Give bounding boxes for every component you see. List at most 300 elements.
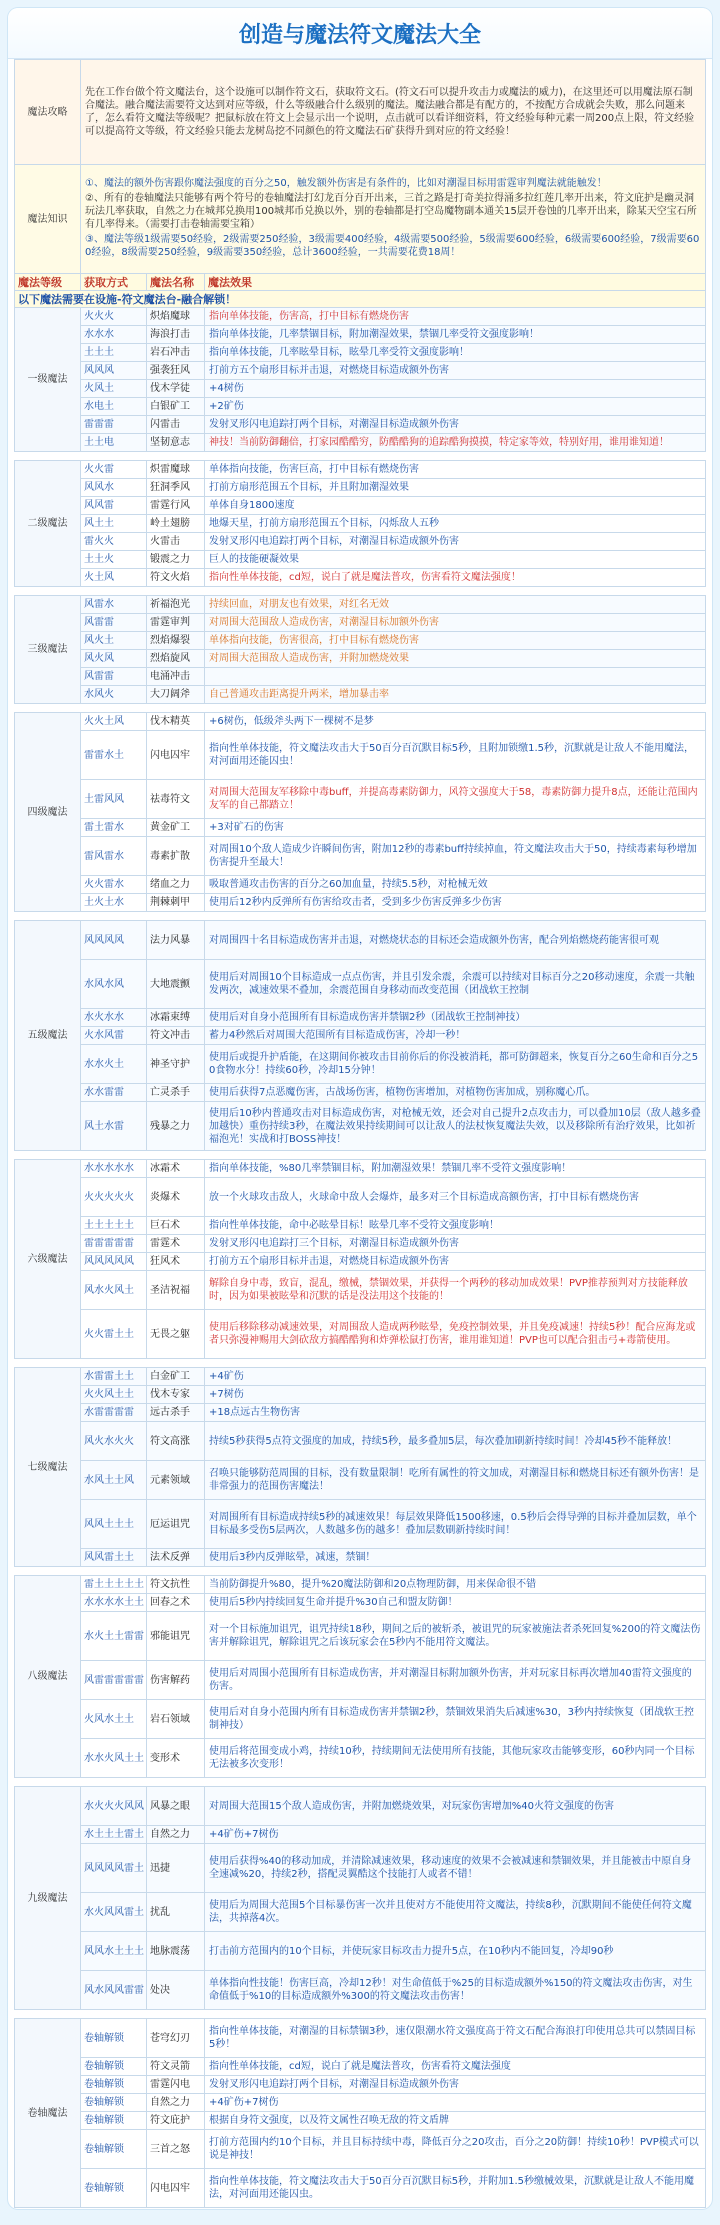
recipe-cell: 水风火 [81,686,147,704]
recipe-cell: 风火水火火 [81,1422,147,1461]
magic-effect [205,668,706,686]
magic-effect: 吸取普通攻击伤害的百分之60加血量，持续5.5秒，对枪械无效 [205,876,706,894]
table-row [15,551,706,569]
magic-effect: 使用后12秒内反弹所有伤害给攻击者，受到多少伤害反弹多少伤害 [205,894,706,912]
page-title: 创造与魔法符文魔法大全 [8,8,712,59]
recipe-cell: 风风雷 [81,497,147,515]
recipe-cell: 风土土 [81,515,147,533]
group-label: 八级魔法 [15,1576,81,1778]
magic-effect: 发射叉形闪电追踪打两个目标，对潮湿目标造成额外伤害 [205,2076,706,2094]
recipe-cell: 土土土土土 [81,1217,147,1235]
table-row [15,2076,706,2094]
magic-name: 祈福泡光 [147,596,205,614]
table-row [15,650,706,668]
recipe-cell: 卷轴解锁 [81,2058,147,2076]
magic-effect: 使用后10秒内普通攻击对目标造成伤害，对枪械无效，还会对自己提升2点攻击力，可以叠加10层（敌人越多叠加越快）重伤持续3秒，在魔法效果持续期间可以让敌人的法杖恢复魔法失效，以及移除所有治疗效果，比如祈福泡光！实战和打BOSS神技！ [205,1102,706,1151]
magic-effect: 使用后或提升护盾能，在这期间你被攻击目前你后的你没被消耗，都可防御超来，恢复百分之60生命和百分之50食物水分！持续60秒，冷却15分钟！ [205,1045,706,1084]
magic-effect: 使用后对周围小范围所有目标造成伤害，并对潮湿目标附加额外伤害，并对玩家目标再次增加40雷符文强度的伤害。 [205,1661,706,1700]
magic-name: 回春之术 [147,1594,205,1612]
spacer-cell [15,452,706,461]
table-row [15,497,706,515]
recipe-cell: 风风雷土土 [81,1549,147,1567]
magic-effect: 单体指向性技能！伤害巨高，冷却12秒！对生命值低于%25的目标造成额外%150的符文魔法攻击伤害，对生命值低于%10的目标造成额外%300的符文魔法攻击伤害！ [205,1971,706,2010]
table-row [15,921,706,960]
magic-effect: 使用后3秒内反弹眩晕，减速，禁锢！ [205,1549,706,1567]
knowledge-row [15,165,706,274]
magic-name: 大地震颤 [147,960,205,1009]
group-label: 三级魔法 [15,596,81,704]
knowledge-item: ①、魔法的额外伤害跟你魔法强度的百分之50，触发额外伤害是有条件的，比如对潮湿目标用雷霆审判魔法就能触发！ [85,178,607,189]
spacer-cell [15,704,706,713]
magic-name: 邪能诅咒 [147,1612,205,1661]
recipe-cell: 水火火火风风 [81,1787,147,1826]
table-row [15,731,706,780]
magic-effect: +7树伤 [205,1386,706,1404]
table-row [15,1612,706,1661]
magic-name: 电涌冲击 [147,668,205,686]
magic-effect: +4树伤 [205,380,706,398]
magic-effect: 召唤只能够防范周围的目标，没有数量限制！吃所有属性的符文加成，对潮湿目标和燃烧目标还有额外伤害！是非常强力的范围伤害魔法！ [205,1461,706,1500]
magic-name: 迅捷 [147,1844,205,1893]
recipe-cell: 火风土 [81,380,147,398]
magic-effect: +4矿伤 [205,1368,706,1386]
table-header [15,274,706,291]
table-row [15,1549,706,1567]
magic-name: 三首之怒 [147,2130,205,2169]
magic-table [14,59,706,2208]
table-row [15,1576,706,1594]
recipe-cell: 水土土土雷土 [81,1826,147,1844]
magic-name: 锻震之力 [147,551,205,569]
magic-name: 狂洞季风 [147,479,205,497]
knowledge-label: 魔法知识 [15,165,81,274]
spacer-cell [15,587,706,596]
magic-effect: 指向单体技能，%80几率禁锢目标，附加潮湿效果！禁锢几率不受符文强度影响！ [205,1160,706,1178]
recipe-cell: 风风风风 [81,921,147,960]
recipe-cell: 水水水水土土 [81,1594,147,1612]
magic-name: 扰乱 [147,1893,205,1932]
recipe-cell: 土土电 [81,434,147,452]
table-row [15,1368,706,1386]
header-grade: 魔法等级 [15,274,81,291]
spacer-cell [15,1567,706,1576]
recipe-cell: 风雷雷雷雷雷 [81,1661,147,1700]
recipe-cell: 雷土雷水 [81,819,147,837]
table-row [15,2112,706,2130]
table-row [15,1102,706,1151]
table-row [15,1009,706,1027]
magic-name: 符文抗性 [147,1576,205,1594]
magic-effect: 根据自身符文强度，以及符文属性召唤无敌的符文盾牌 [205,2112,706,2130]
recipe-cell: 土土土 [81,344,147,362]
recipe-cell: 风土水雷 [81,1102,147,1151]
spacer-cell [15,1151,706,1160]
table-row [15,362,706,380]
magic-effect: 对周围10个敌人造成少许瞬间伤害，附加12秒的毒素buff持续掉血，符文魔法攻击大于50，持续毒素每秒增加伤害提升至最大！ [205,837,706,876]
magic-name: 荆棘刺甲 [147,894,205,912]
magic-name: 坚韧意志 [147,434,205,452]
table-row [15,2058,706,2076]
magic-effect: 指向性单体技能，符文魔法攻击大于50百分百沉默目标5秒，并附加1.5秒缴械效果，沉默就是让敌人不能用魔法，对河面用还能囚虫。 [205,2169,706,2208]
magic-effect: 使用后获得%40的移动加成，并清除减速效果，移动速度的效果不会被减速和禁锢效果，并且能被击中原自身全速减%20，持续2秒，搭配灵翼酷这个技能打人或者不错！ [205,1844,706,1893]
table-row [15,1500,706,1549]
magic-effect: +4矿伤+7树伤 [205,1826,706,1844]
table-row [15,837,706,876]
magic-name: 地脉震荡 [147,1932,205,1971]
magic-name: 雷霆审判 [147,614,205,632]
recipe-cell: 水雷雷雷雷 [81,1404,147,1422]
table-row [15,344,706,362]
recipe-cell: 风火风 [81,650,147,668]
magic-effect: 指向单体技能，几率眩晕目标，眩晕几率受符文强度影响！ [205,344,706,362]
recipe-cell: 卷轴解锁 [81,2130,147,2169]
magic-effect: 指向单体技能，几率禁锢目标，附加潮湿效果，禁锢几率受符文强度影响！ [205,326,706,344]
magic-name: 处决 [147,1971,205,2010]
table-row [15,1253,706,1271]
recipe-cell: 火火火 [81,308,147,326]
recipe-cell: 火火火火火 [81,1178,147,1217]
table-row [15,461,706,479]
magic-name: 自然之力 [147,2094,205,2112]
group-label: 七级魔法 [15,1368,81,1567]
table-row [15,614,706,632]
table-row [15,1700,706,1739]
table-row [15,960,706,1009]
table-row [15,479,706,497]
magic-effect: 对周围大范围15个敌人造成伤害，并附加燃烧效果，对玩家伤害增加%40火符文强度的伤害 [205,1787,706,1826]
magic-effect: 发射叉形闪电追踪打两个目标，对潮湿目标造成额外伤害 [205,416,706,434]
recipe-cell: 水风土土风 [81,1461,147,1500]
magic-name: 岭土翅膀 [147,515,205,533]
magic-name: 残暴之力 [147,1102,205,1151]
magic-effect: 单体自身1800速度 [205,497,706,515]
recipe-cell: 风风水土土土 [81,1932,147,1971]
magic-name: 闪电囚牢 [147,731,205,780]
magic-effect: 对周围大范围敌人造成伤害，并附加燃烧效果 [205,650,706,668]
table-row [15,1461,706,1500]
magic-name: 烈焰旋风 [147,650,205,668]
group-label: 六级魔法 [15,1160,81,1359]
magic-effect: 指向单体技能，伤害高，打中目标有燃烧伤害 [205,308,706,326]
table-row [15,1422,706,1461]
magic-name: 炽焰魔球 [147,308,205,326]
magic-effect: 持续回血，对朋友也有效果，对红名无效 [205,596,706,614]
recipe-cell: 卷轴解锁 [81,2019,147,2058]
spacer [15,1567,706,1576]
magic-name: 伐木学徒 [147,380,205,398]
table-row [15,1404,706,1422]
spacer [15,2010,706,2019]
table-row [15,876,706,894]
table-row [15,2019,706,2058]
table-row [15,894,706,912]
magic-name: 炎爆术 [147,1178,205,1217]
magic-name: 伤害解药 [147,1661,205,1700]
magic-name: 黄金矿工 [147,819,205,837]
table-row [15,1893,706,1932]
page [8,8,712,2209]
magic-effect: 指向性单体技能，cd短，说白了就是魔法普攻，伤害看符文魔法强度！ [205,569,706,587]
magic-name: 大刀阔斧 [147,686,205,704]
magic-name: 符文冲击 [147,1027,205,1045]
table-row [15,1310,706,1359]
recipe-cell: 火火雷 [81,461,147,479]
table-row [15,308,706,326]
magic-name: 法力风暴 [147,921,205,960]
header-name: 魔法名称 [147,274,205,291]
intro-label: 魔法攻略 [15,60,81,165]
knowledge-item: ③、魔法等级1级需要50经验，2级需要250经验，3级需要400经验，4级需要500经验，5级需要600经验，6级需要600经验，7级需要600经验，8级需要250经验，9级需要350经验，总计3600经验，一共需要花费18周！ [85,234,700,258]
knowledge-item: ②、所有的卷轴魔法只能够有两个符号的卷轴魔法打幻龙百分百开出来，三首之路是打奇美拉得涌多拉红莲几率开出来，符文庇护是幽灵洞玩法几率获取，自然之力在城邦兑换用100城邦币兑换以外，别的卷轴都是打空岛魔物副本通关15层开卷蚀的几率开出来，除某天空宝石所有几率得来。（需要打击卷轴需要宝箱） [85,193,697,230]
magic-name: 亡灵杀手 [147,1084,205,1102]
table-row [15,668,706,686]
table-row [15,2130,706,2169]
table-row [15,1027,706,1045]
magic-name: 雷霆闪电 [147,2076,205,2094]
recipe-cell: 雷雷水土 [81,731,147,780]
recipe-cell: 风雷雷 [81,614,147,632]
table-row [15,416,706,434]
magic-effect: 使用后为周围大范围5个目标暴伤害一次并且使对方不能使用符文魔法，持续8秒，沉默期间不能使任何符文魔法，共掉落4次。 [205,1893,706,1932]
table-row [15,1178,706,1217]
magic-name: 岩石领域 [147,1700,205,1739]
recipe-cell: 火火土风 [81,713,147,731]
spacer [15,1151,706,1160]
recipe-cell: 水雷雷土土 [81,1368,147,1386]
spacer [15,1778,706,1787]
magic-name: 毒素扩散 [147,837,205,876]
magic-effect: 对周围大范围友军移除中毒buff，并提高毒素防御力，风符文强度大于58，毒素防御力提升8点，还能让范围内友军的自己都踏立！ [205,780,706,819]
recipe-cell: 土土火 [81,551,147,569]
magic-effect: 指向性单体技能，对潮湿的目标禁锢3秒，速仅限潮水符文强度高于符文石配合海浪打印使用总共可以禁固目标5秒！ [205,2019,706,2058]
magic-name: 雷霆行风 [147,497,205,515]
magic-name: 符文高涨 [147,1422,205,1461]
group-label: 四级魔法 [15,713,81,912]
table-row [15,1160,706,1178]
magic-effect: 对周围大范围敌人造成伤害，对潮湿目标加额外伤害 [205,614,706,632]
recipe-cell: 土火土水 [81,894,147,912]
magic-effect: 使用后移除移动减速效果，对周围敌人造成两秒眩晕，免疫控制效果，并且免疫减速！持续5秒！配合应海龙或者只弥漫神赐用大剑砍敌方搞酷酷狗和炸弹松鼠打伤害，谁用谁知道！PVP也可以配合狙击弓+毒箭使用。 [205,1310,706,1359]
spacer [15,587,706,596]
magic-name: 巨石术 [147,1217,205,1235]
magic-name: 伐木精英 [147,713,205,731]
magic-effect: 指向性单体技能，命中必眩晕目标！眩晕几率不受符文强度影响！ [205,1217,706,1235]
magic-name: 伐木专家 [147,1386,205,1404]
table-row [15,380,706,398]
group-label: 二级魔法 [15,461,81,587]
magic-name: 远古杀手 [147,1404,205,1422]
magic-name: 闪电囚牢 [147,2169,205,2208]
magic-effect: +6树伤，低级斧头两下一棵树不是梦 [205,713,706,731]
intro-row [15,60,706,165]
magic-name: 强袭狂风 [147,362,205,380]
table-row [15,398,706,416]
magic-effect: 发射叉形闪电追踪打三个目标，对潮湿目标造成额外伤害 [205,1235,706,1253]
table-row [15,326,706,344]
magic-name: 狂风术 [147,1253,205,1271]
recipe-cell: 风风风风风 [81,1253,147,1271]
spacer [15,1359,706,1368]
magic-effect: 打前方扇形范围五个目标，并且附加潮湿效果 [205,479,706,497]
recipe-cell: 水火水水 [81,1009,147,1027]
table-row [15,686,706,704]
recipe-cell: 风雷雷 [81,668,147,686]
magic-effect: 使用后对自身小范围内所有目标造成伤害并禁锢2秒，禁锢效果消失后减速%30，3秒内持续恢复（团战软王控制神技） [205,1700,706,1739]
table-row [15,819,706,837]
magic-effect: 对一个目标施加诅咒，诅咒持续18秒，期间之后的被斩杀，被诅咒的玩家被施法者杀死回复%200的符文魔法伤害并解除诅咒，解除诅咒之后该玩家会在5秒内不能用符文魔法。 [205,1612,706,1661]
knowledge-text [81,165,706,274]
recipe-cell: 水水火风土土 [81,1739,147,1778]
magic-name: 岩石冲击 [147,344,205,362]
intro-text: 先在工作台做个符文魔法台，这个设施可以制作符文石，获取符文石。(符文石可以提升攻击力或魔法的威力)，在这里还可以用魔法原石制合魔法。融合魔法需要符文达到对应等级，什么等级融合什么级别的魔法。魔法融合都是有配方的，不按配方合成就会失败，那么问题来了，怎么看符文魔法等级呢？把鼠标放在符文上会显示出一个说明，点击就可以看详细资料，符文经验每种元素一周200点上限，符文经验可以提高符文等级，符文经验只能去龙树岛挖不同颜色的符文魔法石矿获得升到对应的符文经验！ [81,60,706,165]
magic-name: 白银矿工 [147,398,205,416]
magic-effect: 发射叉形闪电追踪打两个目标，对潮湿目标造成额外伤害 [205,533,706,551]
magic-effect: 指向性单体技能，符文魔法攻击大于50百分百沉默目标5秒，且附加锁缴1.5秒，沉默就是让敌人不能用魔法，对河面用还能囚虫！ [205,731,706,780]
recipe-cell: 卷轴解锁 [81,2076,147,2094]
requirement-row [15,291,706,308]
magic-effect: 对周围四十名目标造成伤害并击退，对燃烧状态的目标还会造成额外伤害，配合列焰燃烧药能害很可观 [205,921,706,960]
recipe-cell: 火风水土土 [81,1700,147,1739]
recipe-cell: 雷土土土土土 [81,1576,147,1594]
magic-effect: 自己普通攻击距离提升两米，增加暴击率 [205,686,706,704]
spacer-cell [15,912,706,921]
spacer-cell [15,2010,706,2019]
table-row [15,1045,706,1084]
magic-name: 冰霜术 [147,1160,205,1178]
magic-effect: 使用后对自身小范围所有目标造成伤害并禁锢2秒（团战软王控制神技） [205,1009,706,1027]
table-row [15,1386,706,1404]
recipe-cell: 雷雷雷 [81,416,147,434]
table-row [15,434,706,452]
spacer [15,452,706,461]
group-label: 五级魔法 [15,921,81,1151]
magic-effect: 使用后将范围变成小鸡，持续10秒，持续期间无法使用所有技能，其他玩家攻击能够变形，60秒内同一个目标无法被多次变形！ [205,1739,706,1778]
recipe-cell: 水水水水水 [81,1160,147,1178]
magic-name: 闪雷击 [147,416,205,434]
magic-effect: 使用后5秒内持续回复生命并提升%30自己和盟友防御！ [205,1594,706,1612]
magic-name: 冰霜束缚 [147,1009,205,1027]
recipe-cell: 火火雷水 [81,876,147,894]
magic-name: 绪血之力 [147,876,205,894]
magic-name: 法术反弹 [147,1549,205,1567]
spacer [15,912,706,921]
magic-effect: 解除自身中毒，致盲，混乱，缴械，禁锢效果，并获得一个两秒的移动加成效果！PVP推荐预判对方技能释放时，因为如果被眩晕和沉默的话是没法用这个技能的！ [205,1271,706,1310]
magic-effect: 巨人的技能硬凝效果 [205,551,706,569]
recipe-cell: 风雷水 [81,596,147,614]
magic-effect: +3对矿石的伤害 [205,819,706,837]
magic-name: 元素领域 [147,1461,205,1500]
spacer [15,704,706,713]
magic-effect: 地爆天星，打前方扇形范围五个目标，闪烁敌人五秒 [205,515,706,533]
magic-effect: 蓄力4秒然后对周围大范围所有目标造成伤害，冷却一秒！ [205,1027,706,1045]
magic-name: 炽雷魔球 [147,461,205,479]
magic-effect: 使用后对周围10个目标造成一点点伤害，并且引发余震，余震可以持续对目标百分之20移动速度，余震一共触发两次，减速效果不叠加，余震范围自身移动而改变范围（团战软王控制 [205,960,706,1009]
magic-effect: 对周围所有目标造成持续5秒的减速效果！每层效果降低1500移速，0.5秒后会得导弹的目标并叠加层数，单个目标最多受伤5层两次，人数越多伤的越多！叠加层数刷新持续时间！ [205,1500,706,1549]
group-label: 卷轴魔法 [15,2019,81,2208]
table-row [15,1787,706,1826]
requirement-text: 以下魔法需要在设施-符文魔法台-融合解锁！ [15,291,706,308]
recipe-cell: 雷雷雷雷雷 [81,1235,147,1253]
header-method: 获取方式 [81,274,147,291]
recipe-cell: 风风风 [81,362,147,380]
magic-name: 苍穹幻刃 [147,2019,205,2058]
recipe-cell: 风水火风土 [81,1271,147,1310]
magic-effect: 持续5秒获得5点符文强度的加成，持续5秒，最多叠加5层，每次叠加刷新持续时间！冷却45秒不能释放！ [205,1422,706,1461]
recipe-cell: 风风土土土 [81,1500,147,1549]
magic-name: 圣洁祝福 [147,1271,205,1310]
recipe-cell: 水水水 [81,326,147,344]
table-row [15,1661,706,1700]
recipe-cell: 卷轴解锁 [81,2112,147,2130]
group-label: 一级魔法 [15,308,81,452]
magic-effect: 打击前方范围内的10个目标，并使玩家目标攻击力提升5点，在10秒内不能回复，冷却90秒 [205,1932,706,1971]
recipe-cell: 火火风土土 [81,1386,147,1404]
recipe-cell: 风火土 [81,632,147,650]
magic-name: 火雷击 [147,533,205,551]
recipe-cell: 水电土 [81,398,147,416]
recipe-cell: 卷轴解锁 [81,2169,147,2208]
table-row [15,780,706,819]
magic-effect: 打前方五个扇形目标并击退，对燃烧目标造成额外伤害 [205,1253,706,1271]
table-row [15,1594,706,1612]
magic-effect: 打前方五个扇形目标并击退，对燃烧目标造成额外伤害 [205,362,706,380]
magic-effect: +18点远古生物伤害 [205,1404,706,1422]
recipe-cell: 风风风风雷土 [81,1844,147,1893]
magic-name: 雷霆术 [147,1235,205,1253]
table-row [15,1844,706,1893]
magic-name: 自然之力 [147,1826,205,1844]
magic-effect: 使用后获得7点恶魔伤害，古战场伤害，植物伤害增加，对植物伤害加成，别称魔心爪。 [205,1084,706,1102]
spacer-cell [15,1359,706,1368]
magic-name: 符文庇护 [147,2112,205,2130]
magic-name: 厄运诅咒 [147,1500,205,1549]
recipe-cell: 雷火火 [81,533,147,551]
recipe-cell: 土雷风风 [81,780,147,819]
table-row [15,1826,706,1844]
magic-name: 海浪打击 [147,326,205,344]
magic-effect: 单体指向技能，伤害巨高，打中目标有燃烧伤害 [205,461,706,479]
magic-name: 祛毒符文 [147,780,205,819]
recipe-cell: 火水风雷 [81,1027,147,1045]
recipe-cell: 水火风风雷土 [81,1893,147,1932]
recipe-cell: 风水风风雷雷 [81,1971,147,2010]
table-row [15,713,706,731]
table-row [15,569,706,587]
magic-effect: 当前防御提升%80，提升%20魔法防御和20点物理防御，用来保命很不错 [205,1576,706,1594]
table-row [15,596,706,614]
magic-name: 风暴之眼 [147,1787,205,1826]
magic-name: 符文灵箭 [147,2058,205,2076]
recipe-cell: 火土风 [81,569,147,587]
group-label: 九级魔法 [15,1787,81,2010]
table-row [15,632,706,650]
table-row [15,515,706,533]
magic-effect: +4矿伤+7树伤 [205,2094,706,2112]
table-row [15,1235,706,1253]
table-row [15,1932,706,1971]
recipe-cell: 雷风雷水 [81,837,147,876]
table-row [15,1084,706,1102]
recipe-cell: 水风水风 [81,960,147,1009]
recipe-cell: 风风水 [81,479,147,497]
magic-name: 符文火焰 [147,569,205,587]
spacer-cell [15,1778,706,1787]
table-row [15,1971,706,2010]
magic-effect: 神技！当前防御翻倍，打家园酷酷穷，防酷酷狗的追踪酷狗摸摸，特定家等效，特别好用，谁用谁知道！ [205,434,706,452]
recipe-cell: 水火土土雷雷 [81,1612,147,1661]
table-row [15,533,706,551]
table-row [15,2169,706,2208]
